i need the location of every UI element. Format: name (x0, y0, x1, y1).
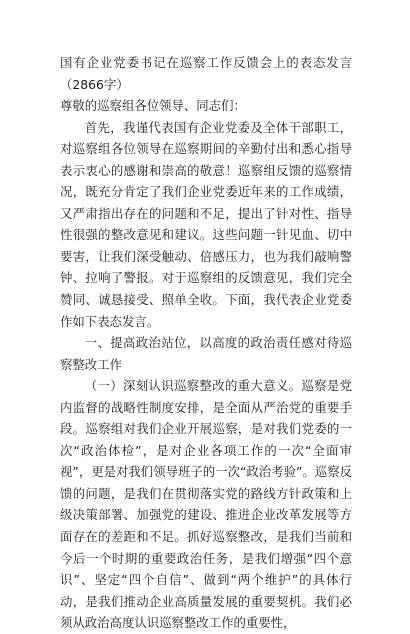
paragraph-opening: 首先，我谨代表国有企业党委及全体干部职工，对巡察组各位领导在巡察期间的辛勤付出和悉心指导表示衷心的感谢和崇高的敬意！巡察组反馈的巡察情况，既充分肯定了我们企业党委近年来的工作成绩，又严肃指出存在的问题和不足，提出了针对性、指导性很强的整改意见和建议。这些问题一针见血、切中要害，让我们深受触动、倍感压力，也为我们敲响警钟、拉响了警报。对于巡察组的反馈意见，我们完全赞同、诚恳接受、照单全收。下面，我代表企业党委作如下表态发言。 (60, 119, 352, 329)
section-heading: 一、提高政治站位，以高度的政治责任感对待巡察整改工作 (60, 335, 352, 372)
paragraph-subsection: （一）深刻认识巡察整改的重大意义。巡察是党内监督的战略性制度安排，是全面从严治党的重要手段。巡察组对我们企业开展巡察，是对我们党委的一次“政治体检”，是对企业各项工作的一次“全面审视”，更是对我们领导班子的一次“政治考验”。巡察反馈的问题，是我们在贯彻落实党的路线方针政策和上级决策部署、加强党的建设、推进企业改革发展等方面存在的差距和不足。抓好巡察整改，是我们当前和今后一个时期的重要政治任务，是我们增强“四个意识”、坚定“四个自信”、做到“两个维护”的具体行动，是我们推动企业高质量发展的重要契机。我们必须从政治高度认识巡察整改工作的重要性， (60, 378, 352, 631)
salutation: 尊敬的巡察组各位领导、同志们： (60, 98, 246, 114)
document-title: 国有企业党委书记在巡察工作反馈会上的表态发言（2866字） (60, 55, 352, 92)
document-body (60, 52, 352, 634)
